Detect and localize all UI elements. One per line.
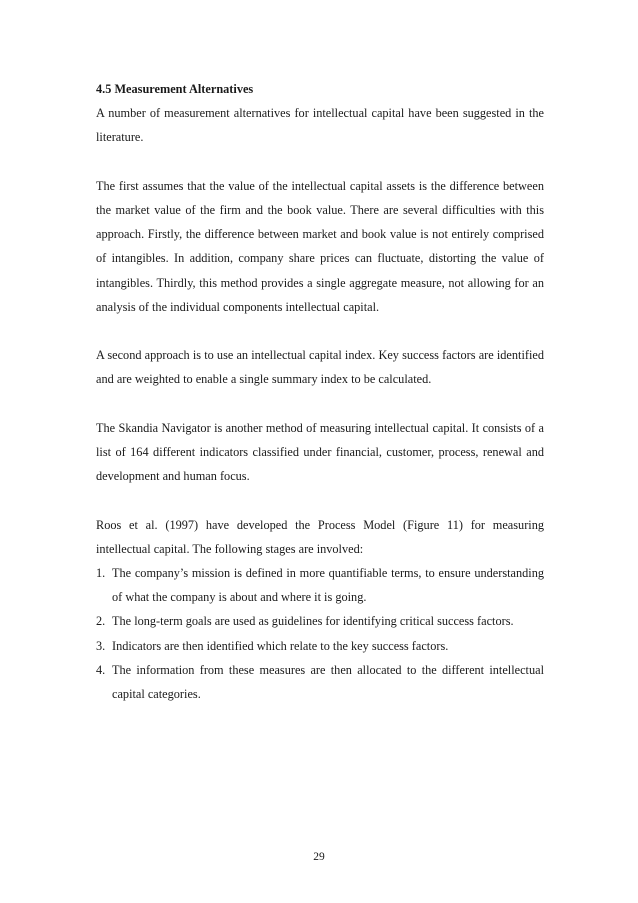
list-item (96, 634, 544, 658)
list-item-number: 2. (96, 614, 106, 629)
list-item-number: 3. (96, 638, 106, 653)
list-item (96, 561, 544, 609)
list-item-text: The long-term goals are used as guidelines for identifying critical success factors. (112, 614, 514, 629)
paragraph-capital-index: A second approach is to use an intellectual capital index. Key success factors are identified and are weighted to enable a single summary index to be calculated. (96, 348, 544, 387)
list-item (96, 658, 544, 706)
paragraph-market-value: The first assumes that the value of the intellectual capital assets is the difference between the market value of the firm and the book value. There are several difficulties with this approach. Firstly, the difference between market and book value is not entirely comprised of intangibles. In addition, company share prices can fluctuate, distorting the value of intangibles. Thirdly, this method provides a single aggregate measure, not allowing for an analysis of the individual components intellectual capital. (96, 178, 544, 314)
list-item (96, 609, 544, 633)
paragraph-process-model: Roos et al. (1997) have developed the Process Model (Figure 11) for measuring intellectual capital. The following stages are involved: (96, 517, 544, 556)
paragraph-intro: A number of measurement alternatives for intellectual capital have been suggested in the literature. (96, 106, 544, 145)
list-item-number: 4. (96, 662, 106, 677)
page-number: 29 (313, 851, 325, 863)
list-item-text: The information from these measures are then allocated to the different intellectual capital categories. (112, 662, 544, 702)
list-item-text: The company’s mission is defined in more quantifiable terms, to ensure understanding of what the company is about and where it is going. (112, 566, 544, 605)
paragraph-skandia-navigator: The Skandia Navigator is another method of measuring intellectual capital. It consists of a list of 164 different indicators classified under financial, customer, process, renewal and development and human focus. (96, 420, 544, 484)
list-item-text: Indicators are then identified which relate to the key success factors. (112, 638, 449, 653)
process-stage-list (96, 561, 544, 706)
list-item-number: 1. (96, 566, 106, 580)
section-heading: 4.5 Measurement Alternatives (96, 82, 254, 96)
document-body (96, 77, 544, 706)
